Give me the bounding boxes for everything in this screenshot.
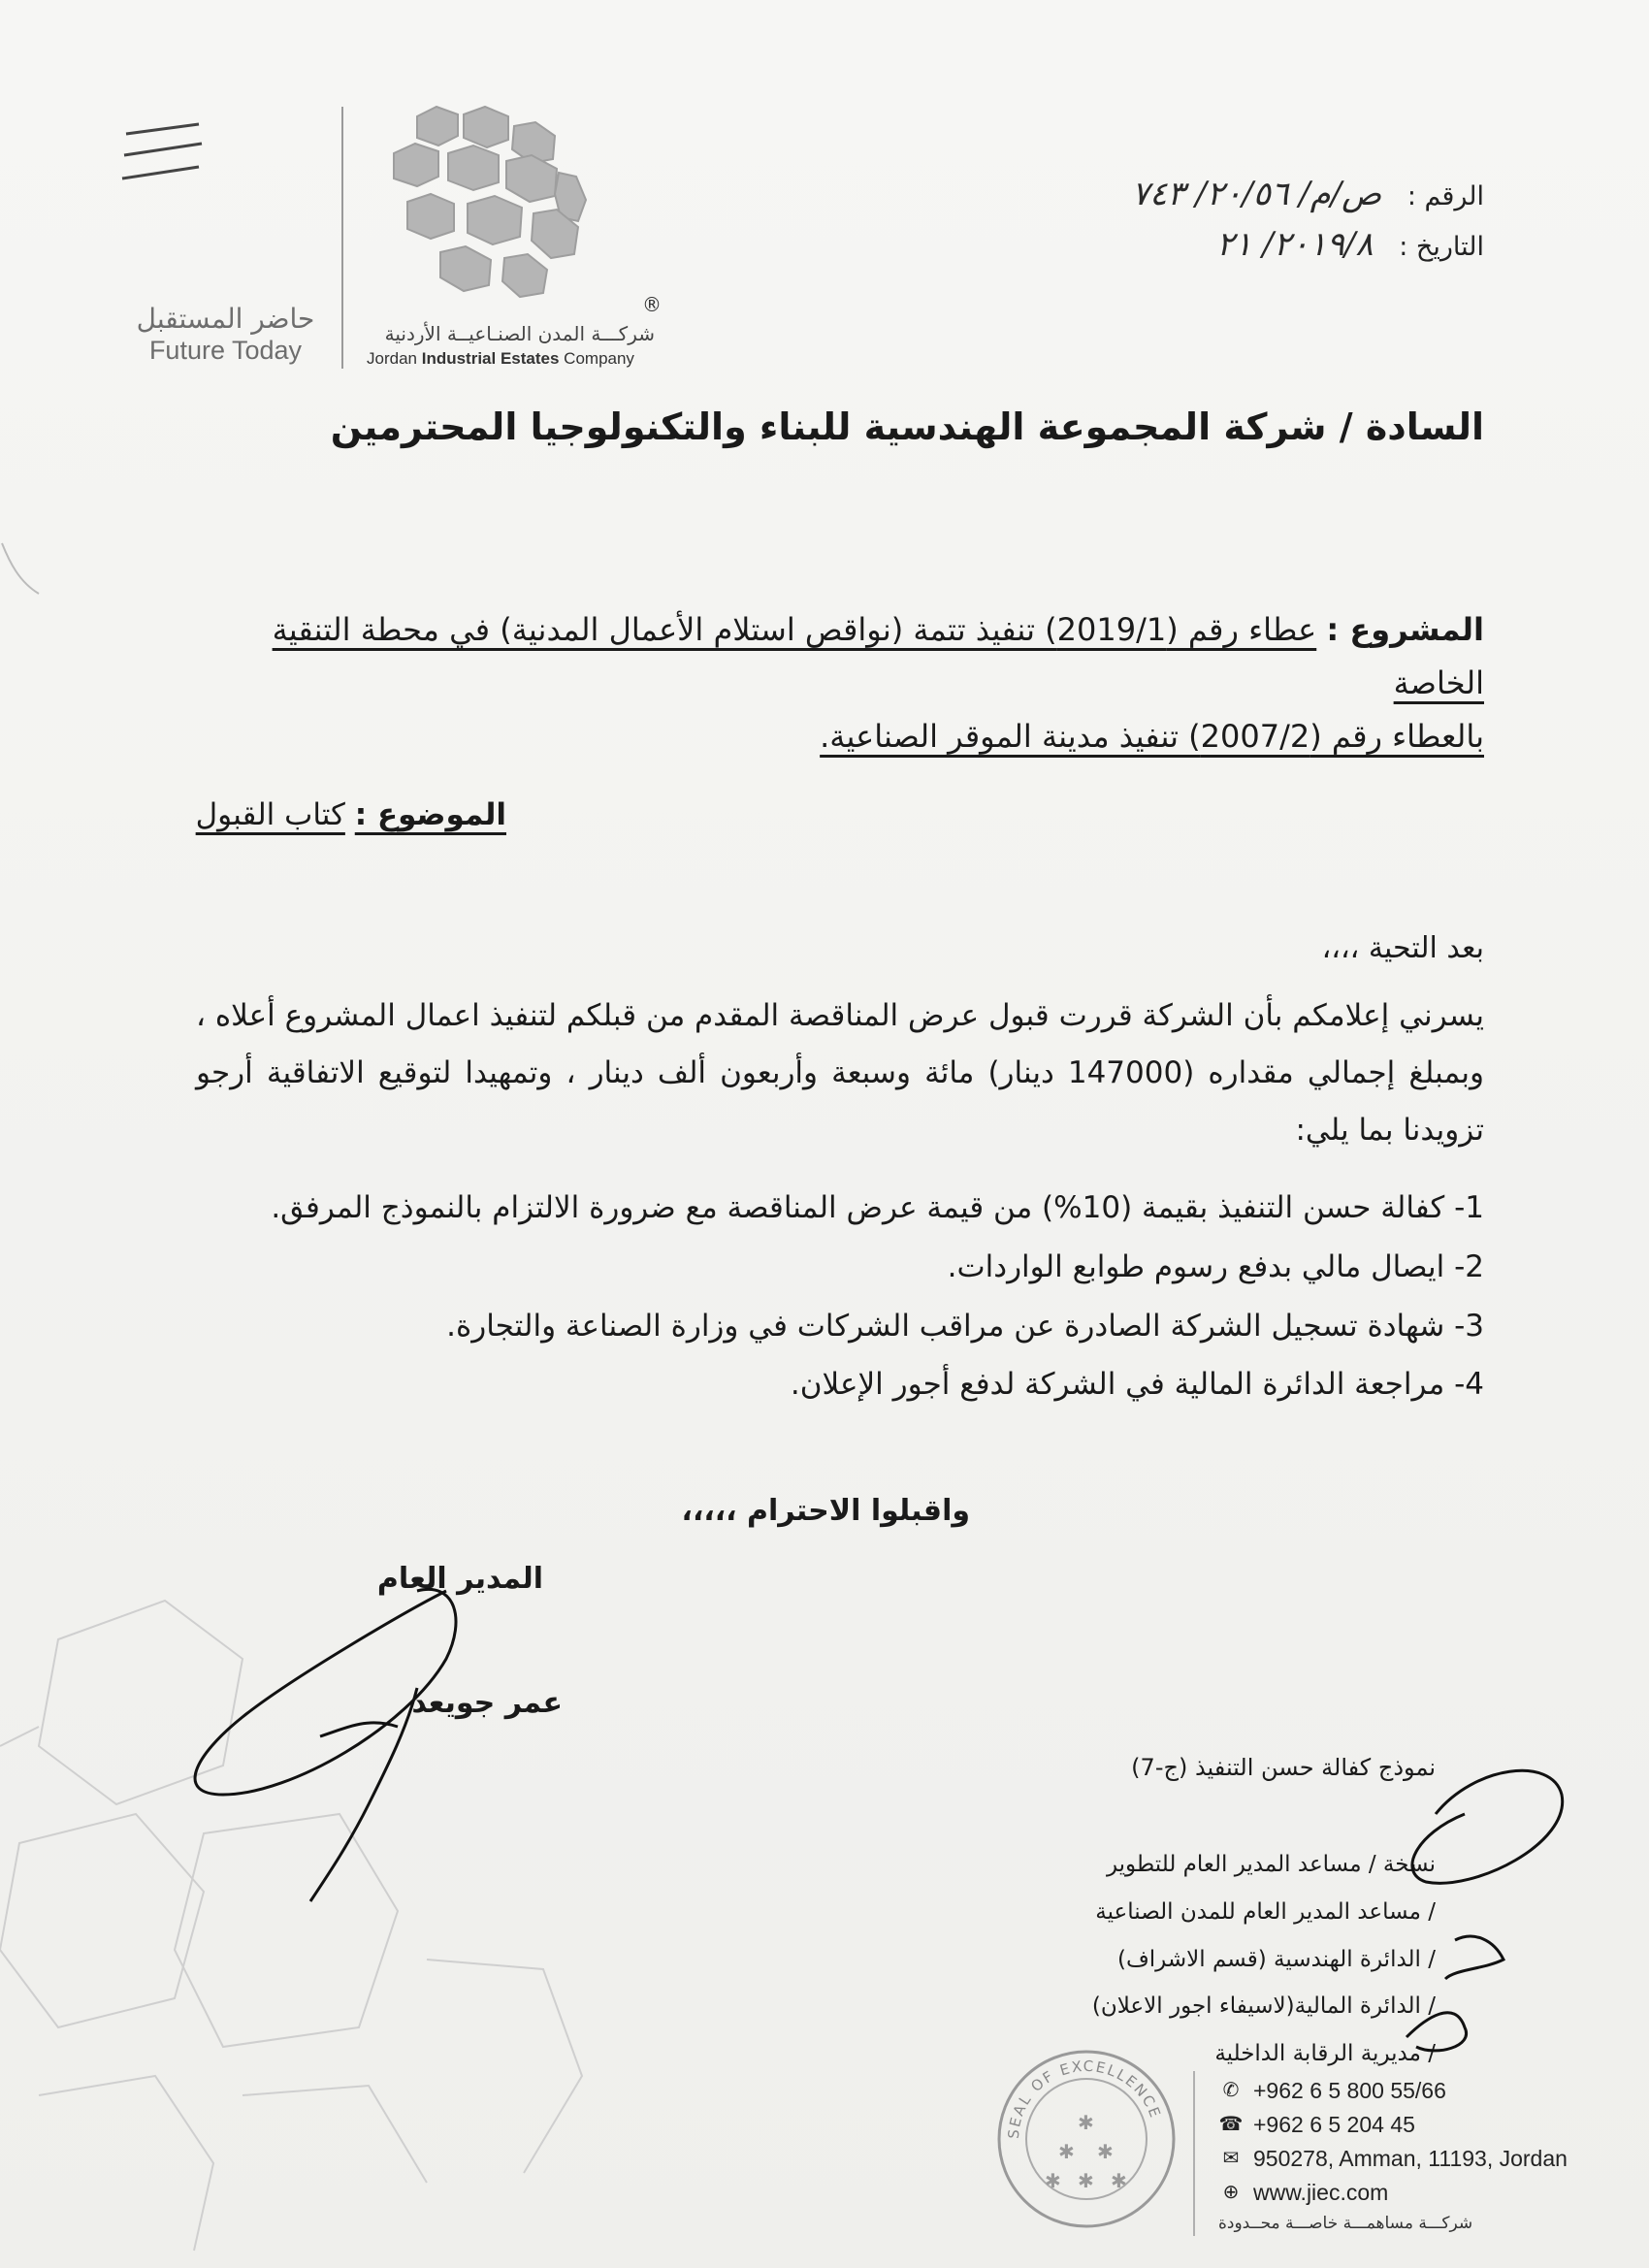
cc-item: / مساعد المدير العام للمدن الصناعية: [1095, 1898, 1436, 1925]
subject-line: [21, 797, 506, 832]
reference-label: الرقم :: [1406, 181, 1484, 211]
requirements-list: [223, 1179, 1484, 1414]
excellence-seal-icon: [994, 2032, 1179, 2246]
requirement-item: 1- كفالة حسن التنفيذ بقيمة (10%) من قيمة عرض المناقصة مع ضرورة الالتزام بالنموذج المرفق.: [271, 1190, 1484, 1225]
svg-text:✱: ✱: [1078, 2111, 1094, 2134]
slogan-arabic: حاضر المستقبل: [136, 303, 315, 335]
seal-text: SEAL OF EXCELLENCE: [1004, 2057, 1165, 2140]
reference-line: [854, 175, 1484, 213]
body-paragraph: يسرني إعلامكم بأن الشركة قررت قبول عرض المناقصة المقدم من قبلكم لتنفيذ اعمال المشروع أعلاه ، وبمبلغ إجمالي مقداره (147000 دينار) مائة وسبعة وأربعون ألف دينار ، وتمهيدا لتوقيع الاتفاقية أرجو تزويدنا بما يلي:: [196, 998, 1484, 1148]
phone-icon: ✆: [1222, 2080, 1240, 2102]
svg-text:✱: ✱: [1078, 2169, 1094, 2192]
requirement-item: 3- شهادة تسجيل الشركة الصادرة عن مراقب الشركات في وزارة الصناعة والتجارة.: [446, 1308, 1484, 1344]
signatory-name: عمر جويعد: [411, 1686, 563, 1720]
project-label: المشروع :: [1326, 611, 1484, 648]
attachment-note: نموذج كفالة حسن التنفيذ (ج-7): [1131, 1754, 1436, 1781]
svg-text:✱: ✱: [1045, 2169, 1061, 2192]
requirement-item: 4- مراجعة الدائرة المالية في الشركة لدفع أجور الإعلان.: [790, 1367, 1484, 1403]
cc-item: / مديرية الرقابة الداخلية: [1214, 2041, 1436, 2066]
contact-block: [1218, 2074, 1626, 2237]
contact-phone: +962 6 5 800 55/66: [1253, 2078, 1446, 2103]
subject-value: كتاب القبول: [195, 797, 345, 832]
cc-item: / الدائرة الهندسية (قسم الاشراف): [1116, 1946, 1436, 1972]
registered-mark: ®: [642, 293, 662, 316]
date-line: [854, 225, 1484, 264]
svg-text:✱: ✱: [1097, 2140, 1114, 2163]
company-name-suffix: Company: [564, 349, 634, 368]
mailbox-icon: ✉: [1222, 2148, 1240, 2170]
subject-label: الموضوع :: [354, 797, 506, 832]
globe-icon: ⊕: [1222, 2182, 1240, 2204]
contact-website: www.jiec.com: [1253, 2179, 1389, 2205]
background-hex-pattern: [0, 1552, 679, 2268]
company-name-arabic: شركـــة المدن الصنـاعيــة الأردنية: [384, 322, 655, 345]
project-block: [223, 603, 1484, 763]
project-line-2: بالعطاء رقم (2007/2) تنفيذ مدينة الموقر الصناعية.: [820, 718, 1484, 756]
cc-item: / الدائرة المالية(لاسيفاء اجور الاعلان): [1091, 1993, 1436, 2020]
requirement-item: 2- ايصال مالي بدفع رسوم طوابع الواردات.: [947, 1248, 1484, 1284]
header-divider: [341, 107, 343, 369]
reference-value: ص/م/ ٢٠/٥٦/ ٧٤٣: [1131, 175, 1382, 213]
company-name-prefix: Jordan: [367, 349, 417, 368]
slogan-english: Future Today: [148, 336, 303, 365]
addressee: السادة / شركة المجموعة الهندسية للبناء والتكنولوجيا المحترمين: [330, 405, 1484, 448]
cc-item: نسخة / مساعد المدير العام للتطوير: [1106, 1852, 1436, 1877]
fax-icon: ☎: [1218, 2114, 1244, 2136]
svg-text:✱: ✱: [1058, 2140, 1075, 2163]
svg-text:✱: ✱: [1111, 2169, 1127, 2192]
initials-scribbles: [1358, 1746, 1591, 2115]
date-label: التاريخ :: [1399, 232, 1484, 262]
date-value: ٢٠١٩/٨/ ٢١: [1216, 225, 1374, 264]
company-name-bold: Industrial Estates: [421, 349, 560, 368]
closing-regards: واقبلوا الاحترام ،،،،،: [681, 1494, 970, 1528]
project-line-1: عطاء رقم (2019/1) تنفيذ تتمة (نواقص استلام الأعمال المدنية) في محطة التنقية الخاصة: [272, 611, 1484, 702]
contact-fax: +962 6 5 204 45: [1253, 2111, 1415, 2137]
greeting: بعد التحية ،،،،: [1321, 931, 1484, 965]
company-logo-icon: [87, 97, 669, 330]
company-legal-footer: شركـــة مساهمـــة خاصـــة محــدودة: [1218, 2213, 1473, 2233]
company-name-english: [367, 349, 658, 369]
signatory-title: المدير العام: [376, 1562, 543, 1596]
contact-divider: [1193, 2071, 1195, 2236]
contact-address: 950278, Amman, 11193, Jordan: [1253, 2145, 1568, 2171]
